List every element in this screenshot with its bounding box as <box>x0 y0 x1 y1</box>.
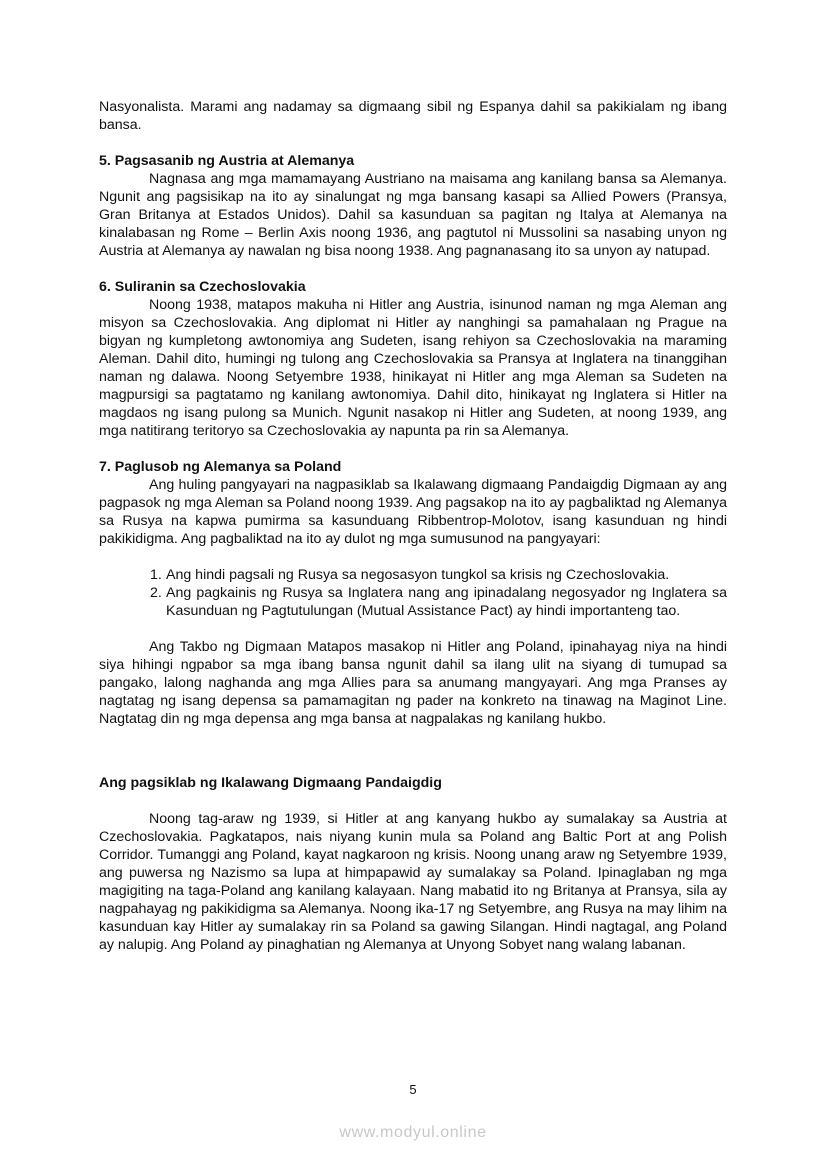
spacer <box>99 440 727 458</box>
list-item-number: 2. <box>150 585 162 601</box>
page-number: 5 <box>409 1082 417 1097</box>
war-course-paragraph: Ang Takbo ng Digmaan Matapos masakop ni Hitler ang Poland, ipinahayag niya na hindi siya hihingi ngpabor sa mga ibang bansa ngunit dahil sa ilang ulit na siyang di tumupad sa pangako, lalong naghanda ang mga Allies para sa anumang mangyayari. Ang mga Pranses ay nagtatag ng isang depensa sa pamamagitan ng pader na konkreto na tinawag na Maginot Line. Nagtatag din ng mga depensa ang mga bansa at nagpalakas ng kanilang hukbo. <box>99 639 727 727</box>
list-item-text: Ang pagkainis ng Rusya sa Inglatera nang ang ipinadalang negosyador ng Inglatera sa Kasunduan ng Pagtutulungan (Mutual Assistance Pact) ay hindi importanteng tao. <box>166 585 727 619</box>
spacer <box>99 728 727 774</box>
section-body: Noong tag-araw ng 1939, si Hitler at ang kanyang hukbo ay sumalakay sa Austria at Czechoslovakia. Pagkatapos, nais niyang kunin mula sa Poland ang Baltic Port at ang Polish Corridor. Tumanggi ang Poland, kayat nagkaroon ng krisis. Noong unang araw ng Setyembre 1939, ang puwersa ng Nazismo sa lupa at himpapawid ay sumalakay sa Poland. Ipinaglaban ng mga magigiting na taga-Poland ang kanilang kalayaan. Nang mabatid ito ng Britanya at Pransya, sila ay nagpahayag ng pakikidigma sa Alemanya. Noong ika-17 ng Setyembre, ang Rusya na may lihim na kasunduan kay Hitler ay sumalakay rin sa Poland sa gawing Silangan. Hindi nagtagal, ang Poland ay nalupig. Ang Poland ay pinaghatian ng Alemanya at Unyong Sobyet nang walang labanan. <box>99 811 727 953</box>
list-item <box>150 566 727 584</box>
section-body: Nagnasa ang mga mamamayang Austriano na maisama ang kanilang bansa sa Alemanya. Ngunit ang pagsisikap na ito ay sinalungat ng mga bansang kasapi sa Allied Powers (Pransya, Gran Britanya at Estados Unidos). Dahil sa kasunduan sa pagitan ng Italya at Alemanya na kinalabasan ng Rome – Berlin Axis noong 1936, ang pagtutol ni Mussolini sa nasabing unyon ng Austria at Alemanya ay nawalan ng bisa noong 1938. Ang pagnanasang ito sa unyon ay natupad. <box>99 171 727 259</box>
spacer <box>99 134 727 152</box>
spacer <box>99 620 727 638</box>
spacer <box>99 548 727 566</box>
spacer <box>99 792 727 810</box>
list-item <box>150 584 727 620</box>
section-body: Noong 1938, matapos makuha ni Hitler ang Austria, isinunod naman ng mga Aleman ang misyon sa Czechoslovakia. Ang diplomat ni Hitler ay nanghingi sa pamahalaan ng Prague na bigyan ng kumpletong awtonomiya ang Sudeten, isang rehiyon sa Czechoslovakia na maraming Aleman. Dahil dito, humingi ng tulong ang Czechoslovakia sa Pransya at Inglatera na tinanggihan naman ng dalawa. Noong Setyembre 1938, hinikayat ni Hitler ang mga Aleman sa Sudeten na magpursigi sa pagtatamo ng kanilang awtonomiya. Dahil dito, hinikayat ng Inglatera si Hitler na magdaos ng isang pulong sa Munich. Ngunit nasakop ni Hitler ang Sudeten, at noong 1939, ang mga natitirang teritoryo sa Czechoslovakia ay napunta pa rin sa Alemanya. <box>99 297 727 439</box>
section-heading: Ang pagsiklab ng Ikalawang Digmaang Pandaigdig <box>99 775 442 791</box>
intro-paragraph: Nasyonalista. Marami ang nadamay sa digmaang sibil ng Espanya dahil sa pakikialam ng ibang bansa. <box>99 99 727 133</box>
list-item-text: Ang hindi pagsali ng Rusya sa negosasyon tungkol sa krisis ng Czechoslovakia. <box>166 567 670 583</box>
section-heading: 6. Suliranin sa Czechoslovakia <box>99 279 306 295</box>
watermark: www.modyul.online <box>339 1124 487 1141</box>
spacer <box>99 260 727 278</box>
section-czechoslovakia <box>99 278 727 440</box>
section-poland-invasion <box>99 458 727 728</box>
section-body: Ang huling pangyayari na nagpasiklab sa Ikalawang digmaang Pandaigdig Digmaan ay ang pagpasok ng mga Aleman sa Poland noong 1939. Ang pagsakop na ito ay pagbaliktad ng Alemanya sa Rusya na kapwa pumirma sa kasunduang Ribbentrop-Molotov, isang kasunduan ng hindi pakikidigma. Ang pagbaliktad na ito ay dulot ng mga sumusunod na pangyayari: <box>99 477 727 547</box>
document-page <box>99 98 727 954</box>
section-heading: 5. Pagsasanib ng Austria at Alemanya <box>99 153 355 169</box>
section-heading: 7. Paglusob ng Alemanya sa Poland <box>99 459 342 475</box>
reasons-list <box>99 566 727 620</box>
list-item-number: 1. <box>150 567 162 583</box>
section-austria-annexation <box>99 152 727 260</box>
section-war-outbreak <box>99 774 727 954</box>
